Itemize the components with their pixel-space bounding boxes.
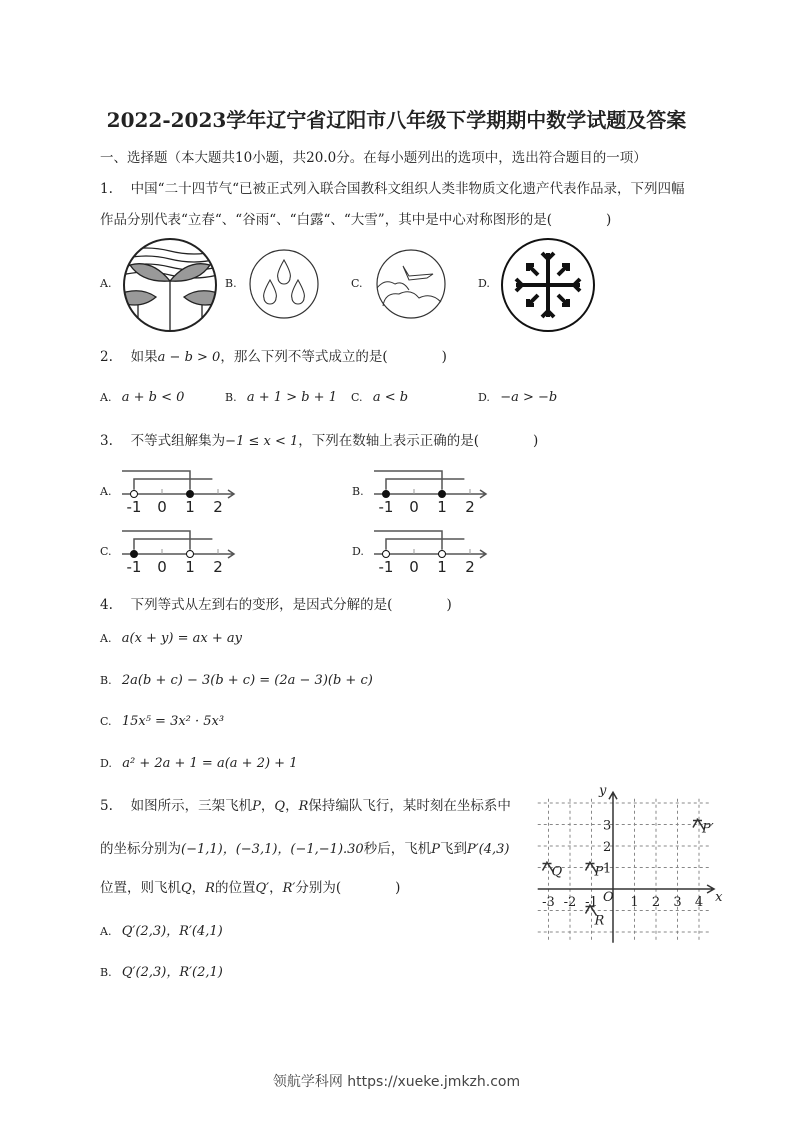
white-dew-emblem-image [375, 248, 447, 320]
endpoint-closed [439, 491, 446, 498]
option-expr: a(x + y) = ax + ay [121, 631, 242, 646]
x-axis-label: x [715, 890, 723, 905]
x-tick-label: -1 [585, 895, 598, 910]
axis-line [374, 550, 486, 558]
q3-option-label: A. [100, 485, 112, 498]
option-label: A. [100, 391, 112, 404]
x-tick-label: -2 [563, 895, 577, 910]
option-label: B. [225, 391, 237, 404]
endpoint-open [187, 551, 194, 558]
endpoint-closed [383, 491, 390, 498]
q5-coords: (−1,1)，(−3,1)，(−1,−1).30 [181, 842, 364, 857]
y-tick-label: 3 [603, 818, 612, 834]
option-expr: Q′(2,3)，R′(2,1) [121, 965, 223, 980]
grain-rain-emblem-image [248, 248, 320, 320]
option-label: C. [351, 391, 363, 404]
q2-option-a [100, 389, 184, 405]
q3-option-label: D. [352, 545, 364, 558]
tick-label: 1 [437, 498, 447, 516]
x-tick-label: 1 [630, 895, 639, 910]
q2-stem-tail: ，那么下列不等式成立的是( ) [220, 349, 447, 365]
option-label: D. [478, 391, 490, 404]
option-expr: −a > −b [500, 390, 558, 405]
option-expr: a + b < 0 [121, 390, 185, 405]
q5-text: 秒后，飞机 [363, 841, 432, 857]
q2-option-c [351, 389, 408, 405]
var-q: Q [274, 799, 286, 814]
tick-label: 1 [185, 498, 195, 516]
option-label: B. [100, 674, 112, 687]
var-p: P [431, 842, 440, 857]
q4-option-d [100, 755, 297, 771]
y-tick-label: 2 [603, 840, 612, 855]
tick-label: -1 [378, 558, 394, 576]
q3-stem-text: 3. 不等式组解集为 [100, 433, 226, 449]
q3-stem [100, 429, 538, 449]
axis-line [122, 550, 234, 558]
q2-option-d [478, 389, 557, 405]
q5-text: 分别为( ) [295, 880, 401, 896]
q5-text: 保持编队飞行，某时刻在坐标系中 [308, 798, 511, 814]
y-axis-label: y [599, 783, 607, 799]
q5-text: 位置，则飞机 [100, 880, 181, 896]
origin-label: O [603, 890, 614, 905]
tick-label: 0 [409, 558, 419, 576]
option-label: D. [100, 757, 112, 770]
tick-label: -1 [126, 498, 142, 516]
tick-label: 2 [213, 558, 223, 576]
q2-stem-text: 2. 如果 [100, 349, 158, 365]
endpoint-closed [131, 551, 138, 558]
coordinate-grid-figure [530, 783, 723, 945]
great-snow-emblem-image [500, 237, 596, 333]
q5-line2 [100, 837, 509, 857]
axis-line [122, 490, 234, 498]
q3-stem-tail: ，下列在数轴上表示正确的是( ) [298, 433, 539, 449]
option-label: B. [100, 966, 112, 979]
q1-option-b-label: B. [225, 277, 237, 290]
tick-label: 2 [465, 498, 475, 516]
q3-number-line-a [95, 460, 245, 515]
q3-number-line-c [95, 520, 245, 575]
q5-option-a [100, 920, 223, 939]
endpoint-open [439, 551, 446, 558]
var-r: R [205, 881, 215, 896]
tick-label: -1 [126, 558, 142, 576]
x-tick-label: -3 [542, 895, 555, 910]
var-q: Q [181, 881, 192, 896]
q5-text: 飞到 [439, 841, 467, 857]
q5-line1: 5. 如图所示，三架飞机P，Q，R保持编队飞行，某时刻在坐标系中 [100, 798, 511, 814]
q3-number-line-b [347, 460, 497, 515]
option-expr: a² + 2a + 1 = a(a + 2) + 1 [122, 756, 298, 771]
tick-label: 0 [157, 498, 167, 516]
x-tick-label: 3 [673, 895, 682, 910]
option-expr: 2a(b + c) − 3(b + c) = (2a − 3)(b + c) [121, 673, 373, 688]
q3-option-label: C. [100, 545, 112, 558]
q5-text: 5. 如图所示，三架飞机 [100, 798, 253, 814]
tick-label: 0 [157, 558, 167, 576]
tick-label: 0 [409, 498, 419, 516]
section-heading: 一、选择题（本大题共10小题，共20.0分。在每小题列出的选项中，选出符合题目的一项） [100, 150, 647, 166]
q4-option-a [100, 630, 242, 646]
point-label: R [594, 913, 605, 929]
var-r: R [298, 799, 309, 814]
q1-line1: 1. 中国“二十四节气“已被正式列入联合国教科文组织人类非物质文化遗产代表作品录，下列四幅 [100, 181, 685, 197]
p-prime-coord: (4,3) [478, 842, 510, 857]
q4-stem: 4. 下列等式从左到右的变形，是因式分解的是( ) [100, 597, 452, 613]
axis-line [374, 490, 486, 498]
endpoint-closed [187, 491, 194, 498]
q1-option-d-label: D. [478, 277, 490, 290]
option-label: A. [100, 925, 112, 938]
q5-text: 的坐标分别为 [100, 841, 181, 857]
point-label: P′ [702, 821, 714, 837]
x-tick-label: 4 [694, 895, 704, 910]
var-p-prime: P′ [466, 842, 479, 857]
option-expr: 15x⁵ = 3x² · 5x³ [121, 714, 225, 729]
endpoint-open [131, 491, 138, 498]
var-p: P [252, 799, 261, 814]
q3-number-line-d [347, 520, 497, 575]
tick-label: 2 [213, 498, 223, 516]
q2-condition: a − b > 0 [157, 350, 221, 365]
point-label: Q [551, 864, 563, 880]
q1-line2: 作品分别代表“立春“、“谷雨“、“白露“、“大雪”，其中是中心对称图形的是( ) [100, 212, 612, 228]
point-label: P [594, 864, 604, 880]
option-expr: a < b [372, 390, 409, 405]
q2-stem [100, 345, 447, 365]
q5-option-b [100, 961, 223, 980]
tick-label: 2 [465, 558, 475, 576]
q4-option-c [100, 713, 224, 729]
tick-label: 1 [185, 558, 195, 576]
q1-option-a-label: A. [100, 277, 112, 290]
q2-option-b [225, 389, 337, 405]
y-tick-label: 1 [603, 861, 612, 877]
footer-watermark: 领航学科网 https://xueke.jmkzh.com [272, 1074, 521, 1090]
q5-line3: 位置，则飞机Q，R的位置Q′，R′分别为( ) [100, 880, 401, 896]
x-axis [538, 885, 714, 893]
option-label: C. [100, 715, 112, 728]
spring-emblem-image [122, 237, 218, 333]
q3-option-label: B. [352, 485, 364, 498]
option-expr: Q′(2,3)，R′(4,1) [121, 924, 223, 939]
option-expr: a + 1 > b + 1 [246, 390, 337, 405]
q1-option-c-label: C. [351, 277, 363, 290]
q5-text: 的位置 [214, 880, 256, 896]
option-label: A. [100, 632, 112, 645]
page-title: 2022-2023学年辽宁省辽阳市八年级下学期期中数学试题及答案 [106, 108, 687, 132]
tick-label: 1 [437, 558, 447, 576]
x-tick-label: 2 [651, 895, 661, 910]
q4-option-b [100, 672, 373, 688]
var-q-prime: Q′ [255, 881, 270, 896]
endpoint-open [383, 551, 390, 558]
var-r-prime: R′ [282, 881, 296, 896]
q3-condition: −1 ≤ x < 1 [225, 434, 299, 449]
tick-label: -1 [378, 498, 394, 516]
